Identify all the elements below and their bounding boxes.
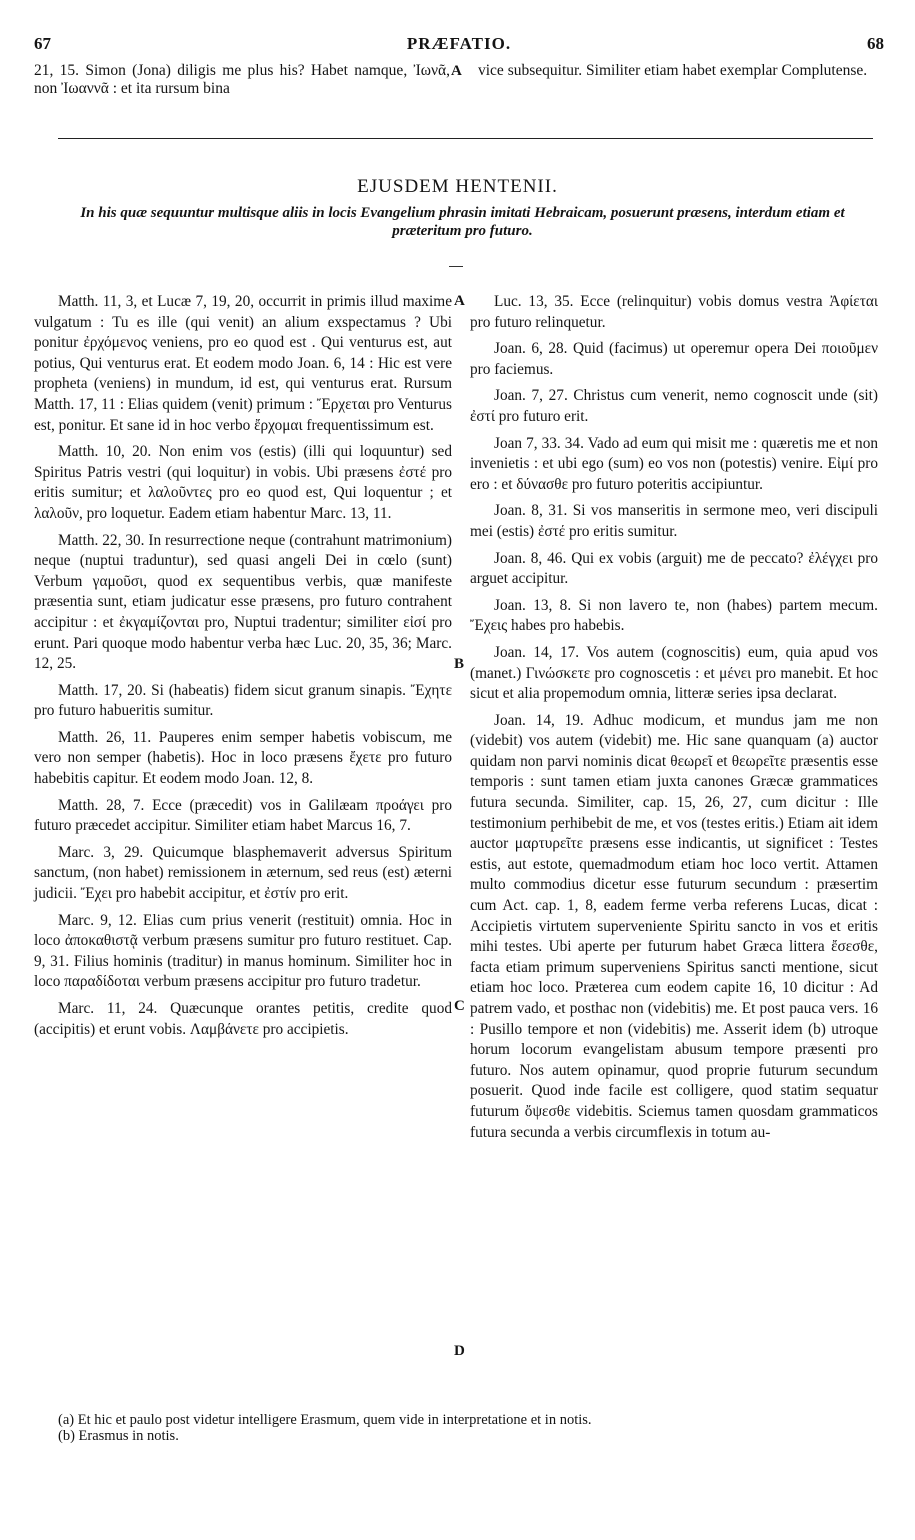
section-heading: EJUSDEM HENTENII. xyxy=(357,176,558,197)
margin-marker-a-top: A xyxy=(451,63,462,79)
left-paragraph: Matth. 11, 3, et Lucæ 7, 19, 20, occurrit in primis illud maxime vulgatum : Tu es ille (qui venit) an alium exspectamus ? Ubi ponitur ἐρχόμενος veniens, pro eo quod est . Qui venturus est, aut potius, Qui venturus erat. Et eodem modo Joan. 6, 14 : Hic est vere propheta (veniens) in mundum, id est, qui venturus erat. Rursum Matth. 17, 11 : Elias quidem (venit) primum : Ἔρχεται pro Venturus est, ponitur. Et sane id in hoc verbo ἔρχομαι frequentissimum est. xyxy=(34,293,452,434)
left-paragraph: Matth. 26, 11. Pauperes enim semper habetis vobiscum, me vero non semper (habetis). Hoc in loco præsens ἔχετε pro futuro habebitis capitur. Et eodem modo Joan. 12, 8. xyxy=(34,728,452,788)
right-paragraph: Joan. 7, 27. Christus cum venerit, nemo cognoscit unde (sit) ἐστί pro futuro erit. xyxy=(470,387,878,425)
margin-marker-c: C xyxy=(454,998,465,1014)
right-paragraph: Joan. 14, 19. Adhuc modicum, et mundus jam me non (videbit) vos autem (videbit) me. Hic sane quanquam (a) auctor quidam non parvi nominis dicat θεωρεῖ et θεωρεῖτε præsentis esse temporis : sunt tamen etiam juxta canones Græcæ grammatices futura secunda. Similiter, cap. 15, 26, 27, cum dicitur : Ille testimonium perhibebit de me, et vos (testes eritis.) Etiam ait idem auctor μαρτυρεῖτε præsens esse indicantis, ut significet : Testes estis, aut estote, quemadmodum etiam hoc loco vertit. Attamen multo commodius dicetur esse futurum secundum : præsertim cum Act. cap. 1, 8, eadem ferme verba referens Lucas, dicat : Accipietis virtutem superveniente Spiritu sancto in vos et eritis mihi testes. Ubi aperte per futurum habet Græca littera ἔσεσθε, facta etiam primum superveniens Spiritus sancti mentione, sicut etiam hoc loco. Præterea cum eodem capite 16, 10 dicitur : Ad patrem vado, et posthac non (videbitis) me. Et post pauca vers. 16 : Pusillo tempore et non (videbitis) me. Asserit idem (b) utroque horum locorum evangelistam abusum tempore præsenti pro futuro. Nos autem opinamur, quod proprie futurum secundum posuerit. Quod inde facile est colligere, quod statim sequatur futurum ὄψεσθε videbitis. Sciemus tamen quosdam grammaticos futura secunda a verbis circumflexis in totum au- xyxy=(470,711,878,1141)
running-title: PRÆFATIO. xyxy=(406,34,512,53)
right-paragraph: Joan 7, 33. 34. Vado ad eum qui misit me : quæretis me et non invenietis : et ubi ego (sum) eo vos non (potestis) venire. Εἰμί pro ero : et δύνασθε pro futuro poteritis accipiuntur. xyxy=(470,434,878,493)
left-paragraph: Matth. 28, 7. Ecce (præcedit) vos in Galilæam προάγει pro futuro præcedet accipitur. Similiter etiam habet Marcus 16, 7. xyxy=(34,796,452,835)
footnote-a: (a) Et hic et paulo post videtur intelligere Erasmum, quem vide in interpretatione et in notis. xyxy=(58,1412,592,1428)
left-paragraph: Matth. 10, 20. Non enim vos (estis) (illi qui loquuntur) sed Spiritus Patris vestri (qui loquitur) in vobis. Ubi præsens ἐστέ pro eritis sumitur; et λαλοῦντες pro eo quod est, Qui loquentur ; et λαλοῦν, pro loquetur. Eadem etiam habentur Marc. 13, 11. xyxy=(34,443,452,522)
left-paragraph: Marc. 11, 24. Quæcunque orantes petitis, credite quod (accipitis) et erunt vobis. Λαμβάνετε pro accipietis. xyxy=(34,1000,452,1038)
margin-marker-b: B xyxy=(454,656,465,672)
horizontal-rule xyxy=(58,138,873,139)
margin-marker-d: D xyxy=(454,1343,465,1359)
page-number-left: 67 xyxy=(34,34,51,53)
running-head xyxy=(34,34,884,56)
left-paragraph: Marc. 9, 12. Elias cum prius venerit (restituit) omnia. Hoc in loco ἀποκαθιστᾷ verbum præsens sumitur pro futuro restituet. Cap. 9, 31. Filius hominis (traditur) in manus hominum. Similiter hoc in loco παραδίδοται verbum præsens accipitur pro futuro tradetur. xyxy=(34,911,452,991)
section-subheading: In his quæ sequuntur multisque aliis in locis Evangelium phrasin imitati Hebraicam, posuerunt præsens, interdum etiam et præteritum pro futuro. xyxy=(80,205,845,239)
margin-marker-a: A xyxy=(454,293,465,309)
footnotes xyxy=(58,1412,858,1444)
right-column xyxy=(470,292,878,1149)
right-paragraph: Joan. 6, 28. Quid (facimus) ut operemur opera Dei ποιοῦμεν pro faciemus. xyxy=(470,340,878,378)
right-paragraph: Luc. 13, 35. Ecce (relinquitur) vobis domus vestra Ἀφίεται pro futuro relinquetur. xyxy=(470,293,878,331)
page-number-right: 68 xyxy=(867,34,884,53)
left-paragraph: Marc. 3, 29. Quicumque blasphemaverit adversus Spiritum sanctum, (non habet) remissionem in æternum, sed reus (est) æterni judicii. Ἔχει pro habebit accipitur, et ἐστίν pro erit. xyxy=(34,843,452,903)
left-paragraph: Matth. 17, 20. Si (habeatis) fidem sicut granum sinapis. Ἔχητε pro futuro habueritis sumitur. xyxy=(34,681,452,720)
right-paragraph: Joan. 13, 8. Si non lavero te, non (habes) partem mecum. Ἔχεις habes pro habebis. xyxy=(470,596,878,635)
right-paragraph: Joan. 8, 31. Si vos manseritis in sermone meo, veri discipuli mei (estis) ἐστέ pro eritis sumitur. xyxy=(470,502,878,540)
right-paragraph: Joan. 8, 46. Qui ex vobis (arguit) me de peccato? ἐλέγχει pro arguet accipitur. xyxy=(470,549,878,588)
top-continuation-right: vice subsequitur. Similiter etiam habet exemplar Complutense. xyxy=(478,62,868,79)
left-column xyxy=(34,292,452,1046)
left-paragraph: Matth. 22, 30. In resurrectione neque (contrahunt matrimonium) neque (nuptui traduntur), sed quasi angeli Dei in cœlo (sunt) Verbum γαμοῦσι, quod ex sequentibus verbis, quæ manifeste præsentia sunt, etiam judicatur esse præsens, pro futuro contrahent accipitur : et ἐκγαμίζονται pro, Nuptui tradentur; similiter εἰσί pro erunt. Pari quoque modo habentur verba hæc Luc. 20, 35, 36; Marc. 12, 25. xyxy=(34,531,452,673)
right-paragraph: Joan. 14, 17. Vos autem (cognoscitis) eum, quia apud vos (manet.) Γινώσκετε pro cognoscetis : et μένει pro manebit. Et hoc sicut et alia propemodum omnia, litteræ series ipsa declarat. xyxy=(470,643,878,703)
ornament-dash xyxy=(449,266,463,267)
footnote-b: (b) Erasmus in notis. xyxy=(58,1428,179,1444)
top-continuation-left: 21, 15. Simon (Jona) diligis me plus his? Habet namque, Ἰωνᾶ, non Ἰωαννᾶ : et ita rursum bina xyxy=(34,62,450,97)
